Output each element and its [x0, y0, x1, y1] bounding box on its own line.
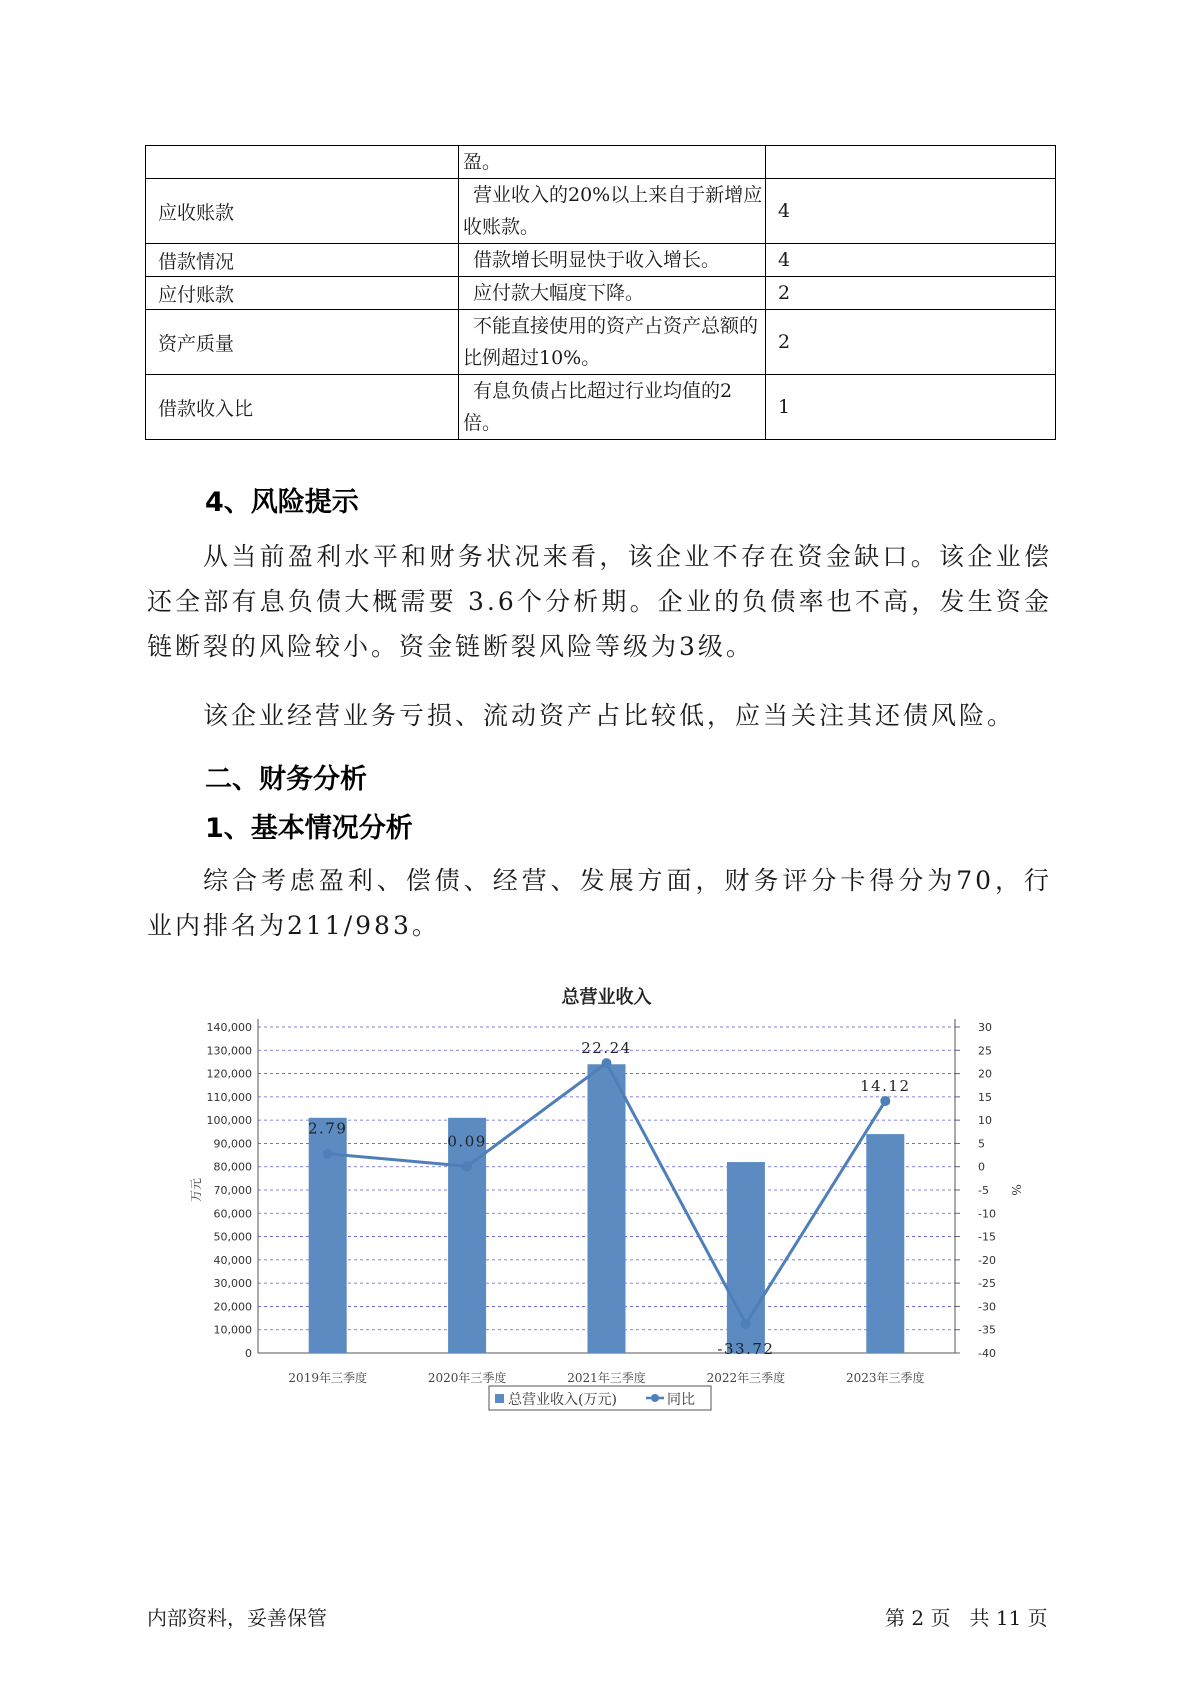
table-cell-label: 借款收入比: [146, 375, 459, 440]
yoy-point: [602, 1058, 612, 1068]
table-row: [146, 310, 1056, 375]
y2-tick-label: -40: [978, 1347, 996, 1360]
bar: [588, 1064, 626, 1353]
y2-tick-label: 0: [978, 1160, 985, 1174]
legend-swatch-bar: [495, 1394, 504, 1403]
table-row: [146, 179, 1056, 244]
y2-tick-label: -30: [978, 1300, 996, 1314]
y2-tick-label: 30: [978, 1021, 992, 1034]
table-cell-desc-text: 借款增长明显快于收入增长。: [473, 249, 721, 271]
legend-swatch-marker: [651, 1394, 659, 1402]
table-row: [146, 277, 1056, 310]
x-tick-label: 2021年三季度: [567, 1371, 646, 1385]
table-cell-desc: 盈。: [459, 146, 766, 179]
y-tick-label: 110,000: [206, 1090, 252, 1104]
y-tick-label: 20,000: [213, 1300, 252, 1314]
yoy-data-label: 2.79: [307, 1119, 348, 1138]
y2-tick-label: -20: [978, 1253, 996, 1267]
table-row: [146, 146, 1056, 179]
y2-tick-label: -15: [978, 1230, 996, 1244]
table-cell-desc-text: 营业收入的20%以上来自于新增应收账款。: [463, 184, 763, 238]
table-cell-desc-text: 有息负债占比超过行业均值的2倍。: [463, 380, 733, 434]
yoy-point: [741, 1319, 751, 1329]
table-cell-score: [766, 146, 1056, 179]
footer-page-number: 第 2 页 共 11 页: [885, 1606, 1048, 1630]
yoy-data-label: 22.24: [581, 1039, 632, 1058]
paragraph-risk-1: [147, 534, 1052, 669]
y-tick-label: 90,000: [213, 1137, 252, 1151]
table-cell-desc: [459, 310, 766, 375]
x-tick-label: 2023年三季度: [846, 1371, 925, 1385]
table-row: [146, 244, 1056, 277]
yoy-point: [323, 1149, 333, 1159]
table-cell-desc-text: 不能直接使用的资产占资产总额的比例超过10%。: [463, 315, 759, 369]
y-tick-label: 0: [245, 1347, 252, 1360]
yoy-point: [462, 1161, 472, 1171]
table-cell-desc: [459, 244, 766, 277]
table-cell-score: 2: [766, 310, 1056, 375]
paragraph-text: 从当前盈利水平和财务状况来看，该企业不存在资金缺口。该企业偿还全部有息负债大概需要 3.6个分析期。企业的负债率也不高，发生资金链断裂的风险较小。资金链断裂风险等级为3级。: [147, 542, 1052, 661]
y-tick-label: 40,000: [213, 1253, 252, 1267]
table-cell-label: 应付账款: [146, 277, 459, 310]
y-tick-label: 30,000: [213, 1277, 252, 1291]
table-cell-desc: [459, 179, 766, 244]
y-tick-label: 120,000: [206, 1067, 252, 1081]
section-heading-risk: 4、风险提示: [205, 487, 359, 518]
yoy-data-label: 14.12: [860, 1076, 911, 1095]
y2-tick-label: -10: [978, 1207, 996, 1221]
paragraph-risk-2: [147, 693, 1052, 738]
x-tick-label: 2020年三季度: [427, 1371, 507, 1385]
legend-label-yoy: 同比: [667, 1392, 695, 1408]
x-tick-label: 2019年三季度: [288, 1371, 367, 1385]
footer-left: 内部资料，妥善保管: [147, 1606, 327, 1630]
section-heading-financial: 二、财务分析: [205, 764, 367, 795]
table-cell-score: 4: [766, 244, 1056, 277]
y2-tick-label: -25: [978, 1277, 996, 1291]
y2-tick-label: 15: [978, 1090, 992, 1104]
yoy-point: [880, 1096, 890, 1106]
paragraph-score: [147, 858, 1052, 948]
revenue-chart: [180, 975, 1040, 1435]
yoy-data-label: -33.72: [717, 1339, 775, 1358]
y-tick-label: 60,000: [213, 1207, 252, 1221]
yoy-data-label: 0.09: [447, 1132, 487, 1151]
paragraph-text: 该企业经营业务亏损、流动资产占比较低，应当关注其还债风险。: [203, 701, 1016, 730]
table-cell-label: 借款情况: [146, 244, 459, 277]
x-tick-label: 2022年三季度: [706, 1371, 786, 1385]
table-cell-desc: [459, 277, 766, 310]
legend-label-revenue: 总营业收入(万元): [508, 1392, 617, 1408]
y-tick-label: 100,000: [206, 1114, 252, 1128]
y2-tick-label: -35: [978, 1323, 996, 1337]
table-cell-score: 2: [766, 277, 1056, 310]
y2-tick-label: -5: [978, 1184, 989, 1197]
table-cell-label: 资产质量: [146, 310, 459, 375]
table-cell-score: 1: [766, 375, 1056, 440]
table-row: [146, 375, 1056, 440]
y-tick-label: 70,000: [213, 1184, 252, 1197]
y2-tick-label: 20: [978, 1067, 992, 1081]
bar: [448, 1118, 486, 1353]
y-axis-label: 万元: [189, 1177, 203, 1203]
y-tick-label: 10,000: [213, 1323, 252, 1337]
y-tick-label: 80,000: [213, 1160, 252, 1174]
risk-indicator-table: [145, 145, 1056, 440]
table-cell-label: 应收账款: [146, 179, 459, 244]
bar: [866, 1134, 904, 1353]
table-cell-desc: [459, 375, 766, 440]
y2-tick-label: 10: [978, 1114, 992, 1128]
table-cell-score: 4: [766, 179, 1056, 244]
chart-title: 总营业收入: [561, 987, 652, 1008]
y2-axis-label: %: [1009, 1184, 1023, 1196]
table-cell-desc-text: 应付款大幅度下降。: [473, 282, 645, 304]
y-tick-label: 140,000: [206, 1021, 252, 1034]
paragraph-text: 综合考虑盈利、偿债、经营、发展方面，财务评分卡得分为70，行业内排名为211/983。: [147, 866, 1052, 940]
y-tick-label: 130,000: [206, 1044, 252, 1058]
subsection-heading-basic: 1、基本情况分析: [205, 813, 413, 844]
y2-tick-label: 25: [978, 1044, 992, 1058]
y-tick-label: 50,000: [213, 1230, 252, 1244]
table-cell-label: [146, 146, 459, 179]
y2-tick-label: 5: [978, 1137, 985, 1151]
